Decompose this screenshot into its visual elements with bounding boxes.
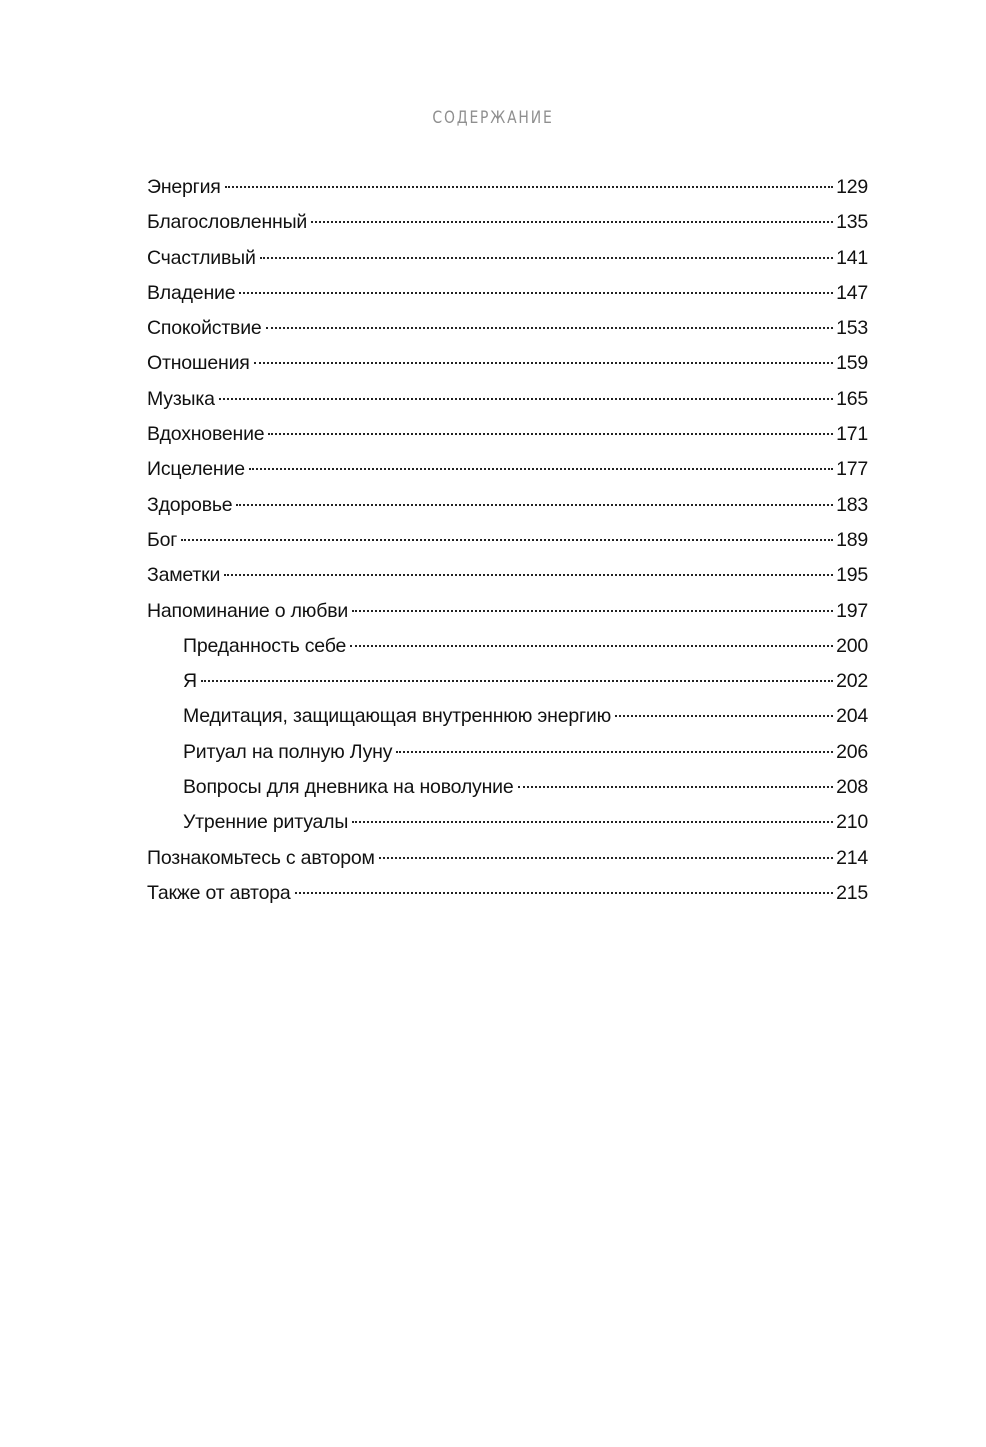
toc-subentry[interactable] [147,805,868,840]
dot-leader [295,892,834,894]
toc-entry-page: 214 [836,846,868,869]
toc-entry-page: 159 [836,352,868,375]
toc-entry-title: Спокойствие [147,317,262,340]
dot-leader [260,257,833,259]
dot-leader [350,645,833,647]
toc-entry[interactable] [147,311,868,346]
toc-entry-title: Счастливый [147,246,256,269]
toc-entry-title: Напоминание о любви [147,599,349,622]
toc-entry-page: 171 [836,423,868,446]
toc-entry-title: Познакомьтесь с автором [147,846,375,869]
dot-leader [615,715,833,717]
dot-leader [254,362,833,364]
toc-entry-page: 215 [836,881,868,904]
toc-entry-title: Ритуал на полную Луну [183,740,393,763]
toc-entry-page: 189 [836,528,868,551]
toc-entry[interactable] [147,205,868,240]
toc-entry-page: 141 [836,246,868,269]
toc-entry[interactable] [147,523,868,558]
toc-entry[interactable] [147,241,868,276]
toc-entry-title: Заметки [147,564,221,587]
toc-entry-page: 177 [836,458,868,481]
toc-entry-page: 147 [836,281,868,304]
toc-entry[interactable] [147,488,868,523]
toc-subentry[interactable] [147,629,868,664]
toc-subentry[interactable] [147,699,868,734]
toc-entry[interactable] [147,876,868,911]
page-title: СОДЕРЖАНИЕ [432,108,554,128]
toc-entry-title: Исцеление [147,458,245,481]
dot-leader [379,857,833,859]
toc-entry-title: Здоровье [147,493,233,516]
dot-leader [239,292,833,294]
toc-entry-page: 153 [836,317,868,340]
dot-leader [201,680,833,682]
dot-leader [352,610,833,612]
dot-leader [219,398,833,400]
toc-entry-page: 195 [836,564,868,587]
toc-entry-title: Благословленный [147,211,308,234]
toc-entry[interactable] [147,382,868,417]
dot-leader [181,539,833,541]
toc-entry-page: 210 [836,811,868,834]
toc-entry-page: 202 [836,670,868,693]
dot-leader [236,504,833,506]
toc-entry-title: Также от автора [147,881,291,904]
toc-entry-page: 183 [836,493,868,516]
toc-entry-page: 165 [836,387,868,410]
toc-entry-page: 200 [836,634,868,657]
toc-entry-title: Бог [147,528,178,551]
dot-leader [396,751,833,753]
toc-entry[interactable] [147,417,868,452]
dot-leader [352,821,833,823]
toc-subentry[interactable] [147,664,868,699]
toc-entry[interactable] [147,841,868,876]
toc-entry-page: 135 [836,211,868,234]
toc-subentry[interactable] [147,735,868,770]
toc-entry-title: Отношения [147,352,250,375]
toc-entry[interactable] [147,594,868,629]
toc-entry-title: Медитация, защищающая внутреннюю энергию [183,705,612,728]
toc-subentry[interactable] [147,770,868,805]
toc-entry-title: Вопросы для дневника на новолуние [183,776,514,799]
table-of-contents [147,170,868,911]
dot-leader [268,433,833,435]
toc-entry-title: Музыка [147,387,215,410]
dot-leader [225,186,833,188]
toc-entry-page: 197 [836,599,868,622]
toc-entry[interactable] [147,346,868,381]
toc-entry-page: 129 [836,176,868,198]
toc-entry-title: Преданность себе [183,634,347,657]
toc-entry[interactable] [147,558,868,593]
toc-entry-title: Энергия [147,176,221,198]
toc-entry[interactable] [147,276,868,311]
toc-entry[interactable] [147,452,868,487]
toc-entry[interactable] [147,170,868,205]
toc-entry-page: 206 [836,740,868,763]
dot-leader [224,574,833,576]
toc-entry-page: 204 [836,705,868,728]
toc-entry-title: Владение [147,281,236,304]
toc-entry-page: 208 [836,776,868,799]
dot-leader [249,468,833,470]
toc-entry-title: Вдохновение [147,423,265,446]
dot-leader [311,221,833,223]
dot-leader [518,786,834,788]
dot-leader [266,327,834,329]
toc-entry-title: Я [183,670,197,693]
toc-entry-title: Утренние ритуалы [183,811,349,834]
